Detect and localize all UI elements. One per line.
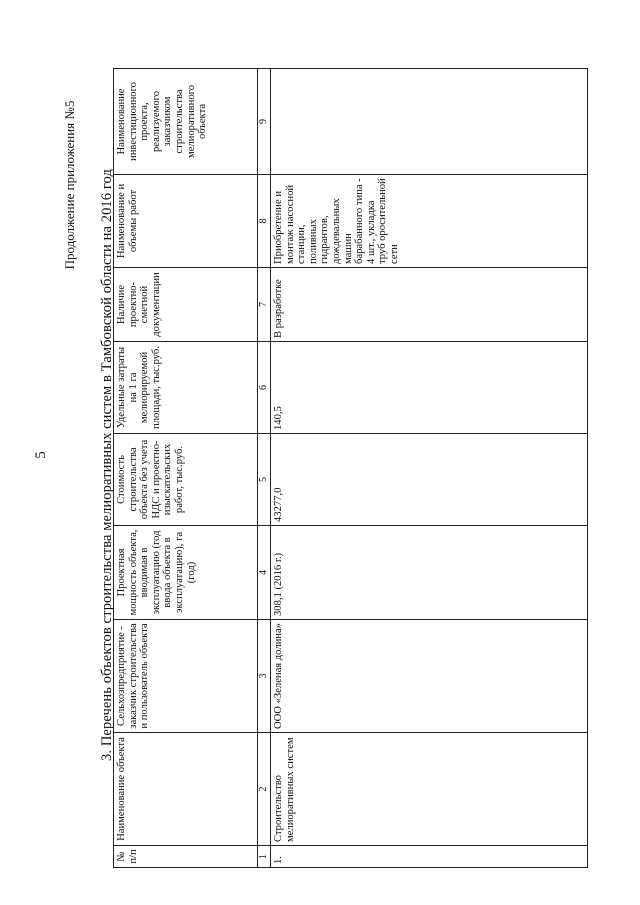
column-number: 4 [258, 526, 271, 620]
column-number: 1 [258, 846, 271, 868]
cost-value: 43277,0 [271, 434, 588, 526]
column-number: 6 [258, 342, 271, 434]
unit-cost-value: 140,5 [271, 342, 588, 434]
object-name: Строительство мелиоративных систем [271, 733, 588, 846]
header-cell: Стоимость строительства объекта без учета НДС и проектно-изыскательских работ, тыс.руб. [114, 434, 258, 526]
investment-project [271, 69, 588, 175]
header-cell: Наименование и объемы работ [114, 175, 258, 268]
column-number: 8 [258, 175, 271, 268]
column-number: 7 [258, 268, 271, 342]
works-description: Приобретение и монтаж насосной станции, поливных гидрантов, дождевальных машин барабанного типа - 4 шт., укладка труб оросительной сети [271, 175, 588, 268]
document-title: 3. Перечень объектов строительства мелиоративных систем в Тамбовской области на 2016 год [99, 169, 115, 761]
header-cell: Удельные затраты на 1 га мелиорируемой площади, тыс.руб. [114, 342, 258, 434]
capacity-value: 308,1 (2016 г.) [271, 526, 588, 620]
header-cell: Сельхозпредприятие - заказчик строительства и пользователь объекта [114, 620, 258, 733]
page-number: 5 [33, 451, 49, 459]
column-number-row [258, 69, 271, 868]
docs-status: В разработке [271, 268, 588, 342]
header-cell: Наличие проектно-сметной документации [114, 268, 258, 342]
header-cell: Проектная мощность объекта, вводимая в эксплуатацию (год ввода объекта в эксплуатацию), га (год) [114, 526, 258, 620]
customer-name: ООО «Зеленая долина» [271, 620, 588, 733]
header-cell: Наименование инвестиционного проекта, реализуемого заказчиком строительства мелиоративного объекта [114, 69, 258, 175]
header-cell: № п/п [114, 846, 258, 868]
column-number: 3 [258, 620, 271, 733]
objects-table [113, 68, 588, 868]
table-row [271, 69, 588, 868]
column-number: 2 [258, 733, 271, 846]
appendix-note: Продолжение приложения №5 [62, 100, 77, 270]
column-number: 5 [258, 434, 271, 526]
column-number: 9 [258, 69, 271, 175]
row-number: 1. [271, 846, 588, 868]
table-header-row [114, 69, 258, 868]
header-cell: Наименование объекта [114, 733, 258, 846]
